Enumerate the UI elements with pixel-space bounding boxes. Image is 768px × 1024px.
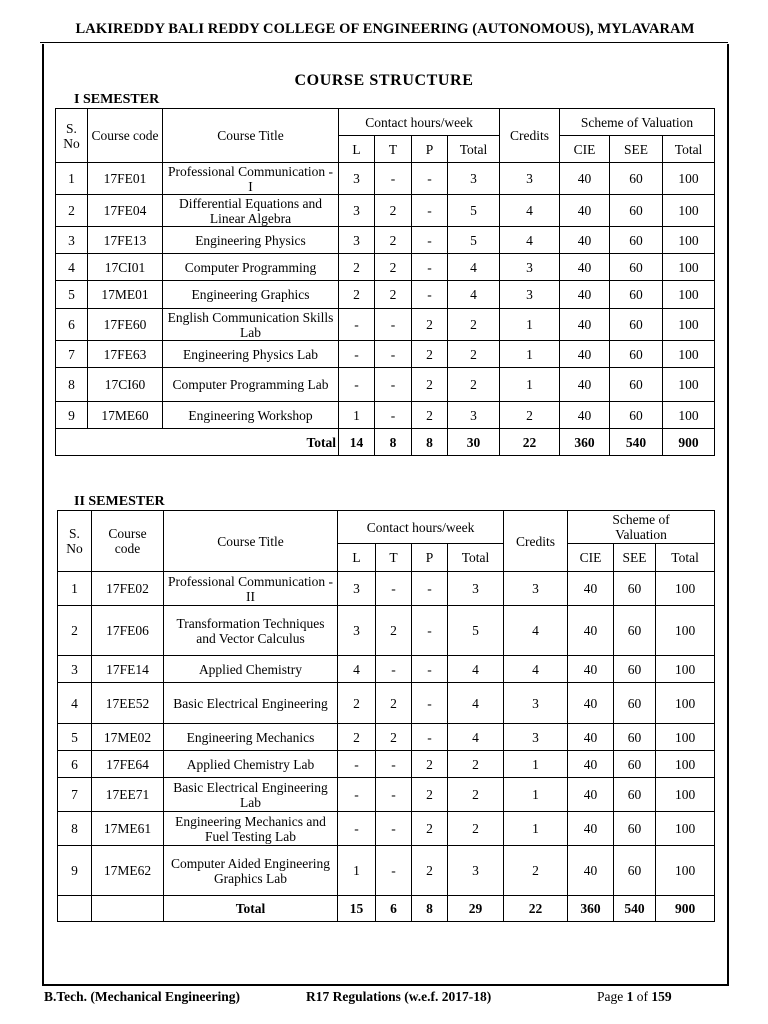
table-row	[58, 724, 715, 751]
semester-2-table	[57, 510, 715, 922]
cell-total-hours: 3	[448, 402, 500, 429]
cell-sno: 7	[58, 778, 92, 812]
cell-p: 2	[412, 402, 448, 429]
cell-max-marks: 100	[663, 402, 715, 429]
cell-cie: 40	[568, 572, 614, 606]
cell-sno: 9	[56, 402, 88, 429]
cell-course-title: Engineering Mechanics and Fuel Testing Lab	[164, 812, 338, 846]
cell-max-marks: 100	[663, 195, 715, 227]
total-cie: 360	[560, 429, 610, 456]
cell-t: -	[376, 778, 412, 812]
cell-l: 3	[338, 606, 376, 656]
cell-sno: 3	[58, 656, 92, 683]
table-row	[56, 309, 715, 341]
cell-see: 60	[610, 402, 663, 429]
table-row	[58, 606, 715, 656]
cell-cie: 40	[560, 309, 610, 341]
cell-course-title: Computer Programming Lab	[163, 368, 339, 402]
cell-course-title: Applied Chemistry	[164, 656, 338, 683]
cell-cie: 40	[568, 656, 614, 683]
cell-credits: 3	[504, 724, 568, 751]
cell-credits: 4	[500, 195, 560, 227]
footer-page-current: 1	[626, 989, 634, 1004]
semester-1-rows	[56, 163, 715, 429]
cell-credits: 3	[500, 281, 560, 309]
column-header-credits: Credits	[504, 511, 568, 572]
cell-credits: 1	[500, 309, 560, 341]
column-header-scheme: Scheme of Valuation	[560, 109, 715, 136]
total-label: Total	[164, 896, 338, 922]
cell-t: -	[375, 309, 412, 341]
cell-t: -	[375, 368, 412, 402]
cell-total-hours: 5	[448, 606, 504, 656]
cell-p: 2	[412, 846, 448, 896]
total-credits: 22	[504, 896, 568, 922]
column-header-scheme-total: Total	[656, 544, 715, 572]
column-header-course-code: Course code	[88, 109, 163, 163]
cell-t: -	[375, 341, 412, 368]
total-label: Total	[56, 429, 339, 456]
column-header-course-code: Course code	[92, 511, 164, 572]
cell-total-hours: 4	[448, 281, 500, 309]
cell-max-marks: 100	[656, 572, 715, 606]
footer-program: B.Tech. (Mechanical Engineering)	[44, 989, 240, 1004]
cell-p: 2	[412, 341, 448, 368]
cell-cie: 40	[568, 751, 614, 778]
column-header-l: L	[339, 136, 375, 163]
cell-p: 2	[412, 309, 448, 341]
total-hours: 29	[448, 896, 504, 922]
semester-2-total-row	[58, 896, 715, 922]
cell-credits: 3	[500, 254, 560, 281]
cell-see: 60	[614, 606, 656, 656]
cell-sno: 8	[58, 812, 92, 846]
cell-course-title: Engineering Workshop	[163, 402, 339, 429]
cell-l: -	[339, 368, 375, 402]
cell-sno: 2	[56, 195, 88, 227]
cell-course-code: 17FE13	[88, 227, 163, 254]
cell-sno: 6	[56, 309, 88, 341]
cell-course-code: 17FE14	[92, 656, 164, 683]
footer-page-total: 159	[651, 989, 672, 1004]
table-row	[56, 227, 715, 254]
semester-2-rows	[58, 572, 715, 896]
cell-total-hours: 3	[448, 163, 500, 195]
cell-sno: 8	[56, 368, 88, 402]
footer-of-word: of	[636, 989, 648, 1004]
cell-t: 2	[376, 683, 412, 724]
column-header-scheme-total: Total	[663, 136, 715, 163]
cell-l: 2	[338, 683, 376, 724]
cell-course-title: Applied Chemistry Lab	[164, 751, 338, 778]
cell-t: -	[376, 751, 412, 778]
cell-max-marks: 100	[656, 751, 715, 778]
table-row	[58, 683, 715, 724]
total-see: 540	[610, 429, 663, 456]
cell-p: -	[412, 227, 448, 254]
cell-course-title: Professional Communication - II	[164, 572, 338, 606]
column-header-course-title: Course Title	[164, 511, 338, 572]
cell-sno: 4	[56, 254, 88, 281]
cell-p: -	[412, 683, 448, 724]
cell-total-hours: 2	[448, 778, 504, 812]
cell-p: 2	[412, 368, 448, 402]
cell-see: 60	[614, 724, 656, 751]
document-title: COURSE STRUCTURE	[294, 72, 474, 89]
cell-l: 2	[338, 724, 376, 751]
total-p: 8	[412, 896, 448, 922]
cell-course-code: 17ME60	[88, 402, 163, 429]
total-max: 900	[656, 896, 715, 922]
college-header: LAKIREDDY BALI REDDY COLLEGE OF ENGINEERING (AUTONOMOUS), MYLAVARAM	[75, 21, 695, 37]
semester-1-heading: I SEMESTER	[74, 92, 160, 107]
cell-p: -	[412, 195, 448, 227]
cell-credits: 1	[504, 778, 568, 812]
cell-credits: 1	[504, 751, 568, 778]
total-blank	[92, 896, 164, 922]
cell-l: -	[338, 812, 376, 846]
cell-course-code: 17FE64	[92, 751, 164, 778]
cell-see: 60	[614, 751, 656, 778]
cell-max-marks: 100	[663, 163, 715, 195]
cell-course-title: English Communication Skills Lab	[163, 309, 339, 341]
cell-see: 60	[610, 227, 663, 254]
cell-course-code: 17CI01	[88, 254, 163, 281]
cell-t: -	[376, 572, 412, 606]
cell-total-hours: 2	[448, 309, 500, 341]
cell-total-hours: 4	[448, 254, 500, 281]
total-t: 8	[375, 429, 412, 456]
column-header-contact-hours: Contact hours/week	[338, 511, 504, 544]
cell-sno: 1	[58, 572, 92, 606]
total-t: 6	[376, 896, 412, 922]
cell-cie: 40	[560, 163, 610, 195]
table-row	[56, 341, 715, 368]
cell-p: 2	[412, 751, 448, 778]
cell-see: 60	[614, 656, 656, 683]
cell-max-marks: 100	[656, 724, 715, 751]
cell-cie: 40	[560, 254, 610, 281]
cell-sno: 3	[56, 227, 88, 254]
cell-p: 2	[412, 812, 448, 846]
column-header-cie: CIE	[560, 136, 610, 163]
cell-course-title: Basic Electrical Engineering Lab	[164, 778, 338, 812]
cell-cie: 40	[560, 341, 610, 368]
cell-cie: 40	[560, 281, 610, 309]
column-header-total: Total	[448, 544, 504, 572]
cell-cie: 40	[560, 195, 610, 227]
column-header-course-title: Course Title	[163, 109, 339, 163]
cell-total-hours: 4	[448, 683, 504, 724]
cell-see: 60	[610, 368, 663, 402]
cell-credits: 3	[500, 163, 560, 195]
table-row	[58, 812, 715, 846]
cell-see: 60	[614, 846, 656, 896]
table-row	[56, 281, 715, 309]
cell-total-hours: 5	[448, 227, 500, 254]
cell-p: -	[412, 163, 448, 195]
cell-cie: 40	[568, 683, 614, 724]
cell-see: 60	[610, 254, 663, 281]
cell-max-marks: 100	[656, 656, 715, 683]
total-max: 900	[663, 429, 715, 456]
cell-course-code: 17ME02	[92, 724, 164, 751]
cell-cie: 40	[568, 778, 614, 812]
cell-cie: 40	[560, 227, 610, 254]
cell-credits: 1	[504, 812, 568, 846]
cell-credits: 2	[504, 846, 568, 896]
cell-course-code: 17FE01	[88, 163, 163, 195]
cell-t: -	[376, 812, 412, 846]
total-see: 540	[614, 896, 656, 922]
cell-t: -	[376, 846, 412, 896]
column-header-see: SEE	[614, 544, 656, 572]
cell-course-code: 17CI60	[88, 368, 163, 402]
cell-course-code: 17FE04	[88, 195, 163, 227]
total-hours: 30	[448, 429, 500, 456]
column-header-scheme: Scheme of Valuation	[568, 511, 715, 544]
cell-credits: 1	[500, 368, 560, 402]
cell-max-marks: 100	[656, 778, 715, 812]
cell-l: 1	[339, 402, 375, 429]
table-row	[56, 368, 715, 402]
column-header-t: T	[376, 544, 412, 572]
cell-course-title: Professional Communication - I	[163, 163, 339, 195]
cell-max-marks: 100	[656, 846, 715, 896]
total-cie: 360	[568, 896, 614, 922]
cell-see: 60	[614, 572, 656, 606]
cell-credits: 4	[504, 606, 568, 656]
cell-l: -	[339, 309, 375, 341]
cell-total-hours: 3	[448, 572, 504, 606]
cell-p: -	[412, 606, 448, 656]
cell-cie: 40	[560, 368, 610, 402]
cell-course-code: 17ME61	[92, 812, 164, 846]
cell-l: 4	[338, 656, 376, 683]
semester-1-table	[55, 108, 715, 456]
cell-cie: 40	[568, 846, 614, 896]
table-row	[56, 195, 715, 227]
table-row	[58, 846, 715, 896]
cell-course-code: 17ME01	[88, 281, 163, 309]
column-header-total: Total	[448, 136, 500, 163]
cell-total-hours: 4	[448, 724, 504, 751]
column-header-l: L	[338, 544, 376, 572]
cell-l: -	[338, 751, 376, 778]
cell-t: 2	[375, 195, 412, 227]
cell-sno: 4	[58, 683, 92, 724]
header-divider	[40, 42, 728, 43]
cell-p: -	[412, 656, 448, 683]
footer-regulations: R17 Regulations (w.e.f. 2017-18)	[306, 989, 492, 1004]
cell-sno: 5	[56, 281, 88, 309]
cell-credits: 2	[500, 402, 560, 429]
cell-sno: 6	[58, 751, 92, 778]
cell-course-code: 17FE63	[88, 341, 163, 368]
cell-t: 2	[375, 281, 412, 309]
cell-course-title: Engineering Graphics	[163, 281, 339, 309]
cell-max-marks: 100	[663, 368, 715, 402]
column-header-p: P	[412, 544, 448, 572]
total-blank	[58, 896, 92, 922]
cell-course-title: Computer Programming	[163, 254, 339, 281]
cell-max-marks: 100	[663, 341, 715, 368]
total-l: 15	[338, 896, 376, 922]
cell-l: -	[338, 778, 376, 812]
column-header-see: SEE	[610, 136, 663, 163]
footer-page-number	[597, 989, 672, 1005]
cell-course-code: 17EE71	[92, 778, 164, 812]
table-row	[58, 572, 715, 606]
column-header-p: P	[412, 136, 448, 163]
cell-credits: 4	[500, 227, 560, 254]
cell-max-marks: 100	[663, 309, 715, 341]
cell-l: 3	[339, 163, 375, 195]
cell-total-hours: 3	[448, 846, 504, 896]
cell-max-marks: 100	[663, 281, 715, 309]
cell-max-marks: 100	[663, 254, 715, 281]
column-header-t: T	[375, 136, 412, 163]
semester-1-total-row	[56, 429, 715, 456]
cell-course-code: 17FE06	[92, 606, 164, 656]
cell-course-title: Engineering Mechanics	[164, 724, 338, 751]
column-header-sno: S. No	[58, 511, 92, 572]
column-header-contact-hours: Contact hours/week	[339, 109, 500, 136]
cell-see: 60	[614, 683, 656, 724]
cell-credits: 1	[500, 341, 560, 368]
cell-cie: 40	[568, 724, 614, 751]
cell-cie: 40	[568, 812, 614, 846]
cell-l: 3	[338, 572, 376, 606]
cell-course-title: Engineering Physics Lab	[163, 341, 339, 368]
cell-p: -	[412, 281, 448, 309]
table-row	[56, 402, 715, 429]
cell-course-title: Computer Aided Engineering Graphics Lab	[164, 846, 338, 896]
cell-see: 60	[614, 778, 656, 812]
cell-course-title: Transformation Techniques and Vector Calculus	[164, 606, 338, 656]
cell-max-marks: 100	[663, 227, 715, 254]
cell-sno: 5	[58, 724, 92, 751]
cell-p: -	[412, 254, 448, 281]
cell-sno: 7	[56, 341, 88, 368]
cell-total-hours: 2	[448, 812, 504, 846]
cell-see: 60	[610, 195, 663, 227]
total-l: 14	[339, 429, 375, 456]
cell-t: 2	[375, 254, 412, 281]
cell-course-code: 17EE52	[92, 683, 164, 724]
cell-total-hours: 2	[448, 341, 500, 368]
cell-t: -	[375, 402, 412, 429]
table-row	[56, 254, 715, 281]
table-row	[56, 163, 715, 195]
column-header-credits: Credits	[500, 109, 560, 163]
cell-course-title: Differential Equations and Linear Algebra	[163, 195, 339, 227]
cell-course-title: Basic Electrical Engineering	[164, 683, 338, 724]
cell-sno: 1	[56, 163, 88, 195]
cell-total-hours: 2	[448, 751, 504, 778]
cell-see: 60	[610, 309, 663, 341]
cell-credits: 3	[504, 572, 568, 606]
cell-max-marks: 100	[656, 606, 715, 656]
cell-see: 60	[610, 341, 663, 368]
cell-t: 2	[375, 227, 412, 254]
table-row	[58, 778, 715, 812]
cell-course-code: 17FE60	[88, 309, 163, 341]
cell-t: -	[375, 163, 412, 195]
cell-cie: 40	[560, 402, 610, 429]
table-row	[58, 751, 715, 778]
cell-l: -	[339, 341, 375, 368]
cell-t: -	[376, 656, 412, 683]
cell-credits: 4	[504, 656, 568, 683]
cell-p: -	[412, 724, 448, 751]
cell-total-hours: 2	[448, 368, 500, 402]
total-p: 8	[412, 429, 448, 456]
cell-total-hours: 5	[448, 195, 500, 227]
cell-max-marks: 100	[656, 683, 715, 724]
cell-t: 2	[376, 724, 412, 751]
cell-t: 2	[376, 606, 412, 656]
cell-credits: 3	[504, 683, 568, 724]
cell-course-title: Engineering Physics	[163, 227, 339, 254]
cell-sno: 9	[58, 846, 92, 896]
table-row	[58, 656, 715, 683]
cell-l: 3	[339, 195, 375, 227]
footer-page-word: Page	[597, 989, 624, 1004]
cell-see: 60	[610, 281, 663, 309]
cell-l: 2	[339, 254, 375, 281]
column-header-cie: CIE	[568, 544, 614, 572]
cell-l: 2	[339, 281, 375, 309]
cell-l: 1	[338, 846, 376, 896]
cell-course-code: 17ME62	[92, 846, 164, 896]
column-header-sno: S. No	[56, 109, 88, 163]
semester-2-heading: II SEMESTER	[74, 494, 165, 509]
cell-sno: 2	[58, 606, 92, 656]
cell-max-marks: 100	[656, 812, 715, 846]
cell-p: 2	[412, 778, 448, 812]
cell-l: 3	[339, 227, 375, 254]
total-credits: 22	[500, 429, 560, 456]
cell-see: 60	[610, 163, 663, 195]
cell-total-hours: 4	[448, 656, 504, 683]
cell-see: 60	[614, 812, 656, 846]
cell-cie: 40	[568, 606, 614, 656]
cell-course-code: 17FE02	[92, 572, 164, 606]
cell-p: -	[412, 572, 448, 606]
